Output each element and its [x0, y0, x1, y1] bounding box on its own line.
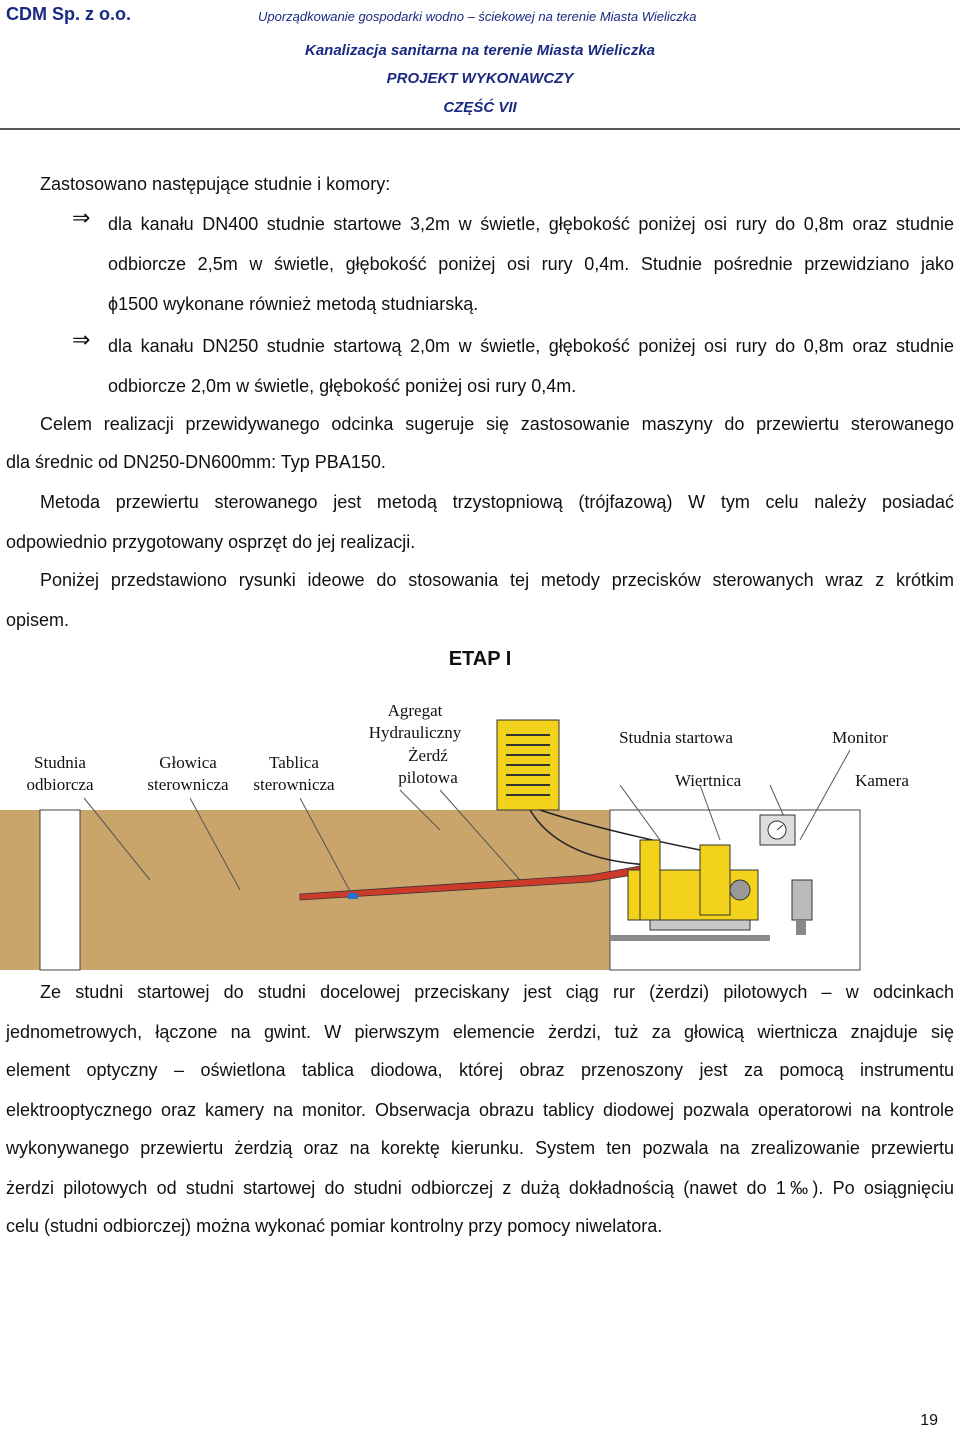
header-line-1: Kanalizacja sanitarna na terenie Miasta Wieliczka	[304, 42, 656, 59]
figure-title: ETAP I	[448, 648, 512, 670]
label-receiving-shaft: Studnia odbiorcza	[26, 753, 94, 794]
label-launch-shaft: Studnia startowa	[619, 728, 733, 747]
bullet1-line3: ϕ1500 wykonane również metodą studniarską.	[108, 294, 479, 314]
label-drilling-machine: Wiertnica	[674, 771, 742, 790]
header-line-3: CZĘŚĆ VII	[443, 99, 517, 116]
bullet1-line1: dla kanału DN400 studnie startowe 3,2m w świetle, głębokość poniżej osi rury do 0,8m oraz studnie	[108, 214, 954, 234]
label-monitor: Monitor	[832, 728, 888, 747]
label-camera: Kamera	[855, 771, 909, 790]
label-hydraulic-aggregate: Agregat Hydrauliczny	[368, 701, 462, 742]
para1-line2: dla średnic od DN250-DN600mm: Typ PBA150.	[6, 452, 386, 472]
header-line-2: PROJEKT WYKONAWCZY	[386, 70, 574, 87]
company-name: CDM Sp. z o.o.	[6, 4, 131, 24]
label-steering-head: Głowica sterownicza	[147, 753, 229, 794]
after-line2: jednometrowych, łączone na gwint. W pierwszym elemencie żerdzi, tuż za głowicą wiertnicza znajduje się	[6, 1022, 954, 1042]
bullet2-line1: dla kanału DN250 studnie startową 2,0m w świetle, głębokość poniżej osi rury do 0,8m oraz studnie	[108, 336, 954, 356]
para2-line1: Metoda przewiertu sterowanego jest metodą trzystopniową (trójfazową) W tym celu należy posiadać	[40, 492, 954, 512]
label-control-board: Tablica sterownicza	[253, 753, 335, 794]
drilling-diagram	[0, 690, 960, 980]
implies-arrow-icon: ⇒	[72, 327, 91, 352]
steering-head	[348, 893, 358, 899]
project-subtitle: Uporządkowanie gospodarki wodno – ściekowej na terenie Miasta Wieliczka	[258, 9, 697, 24]
after-line3: element optyczny – oświetlona tablica diodowa, której obraz przenoszony jest za pomocą instrumentu	[6, 1060, 954, 1080]
after-line1: Ze studni startowej do studni docelowej przeciskany jest ciąg rur (żerdzi) pilotowych – w odcinkach	[40, 982, 954, 1002]
para1-line1: Celem realizacji przewidywanego odcinka sugeruje się zastosowanie maszyny do przewiertu sterowanego	[40, 414, 954, 434]
monitor	[760, 815, 795, 845]
receiving-shaft	[40, 810, 80, 970]
page-number: 19	[920, 1412, 938, 1429]
para3-line2: opisem.	[6, 610, 70, 630]
after-line6: żerdzi pilotowych od studni startowej do studni odbiorczej z dużą dokładnością (nawet do 1‰). Po osiągnięciu	[6, 1178, 954, 1198]
bullet2-line2: odbiorcze 2,0m w świetle, głębokość poniżej osi rury 0,4m.	[108, 376, 577, 396]
after-line7: celu (studni odbiorczej) można wykonać pomiar kontrolny przy pomocy niwelatora.	[6, 1216, 663, 1236]
intro-text: Zastosowano następujące studnie i komory:	[40, 174, 391, 194]
para3-line1: Poniżej przedstawiono rysunki ideowe do stosowania tej metody przecisków sterowanych wraz z krótkim	[40, 570, 954, 590]
implies-arrow-icon: ⇒	[72, 205, 91, 230]
label-pilot-rod: Żerdź pilotowa	[398, 746, 458, 787]
para2-line2: odpowiednio przygotowany osprzęt do jej realizacji.	[6, 532, 416, 552]
after-line5: wykonywanego przewiertu żerdzią oraz na korektę kierunku. System ten pozwala na zrealizowanie przewiertu	[6, 1138, 954, 1158]
after-line4: elektrooptycznego oraz kamery na monitor. Obserwacja obrazu tablicy diodowej pozwala operatorowi na kontrole	[6, 1100, 954, 1120]
header-rule	[0, 128, 960, 130]
bullet1-line2: odbiorcze 2,5m w świetle, głębokość poniżej osi rury 0,4m. Studnie pośrednie przewidziano jako	[108, 254, 954, 274]
